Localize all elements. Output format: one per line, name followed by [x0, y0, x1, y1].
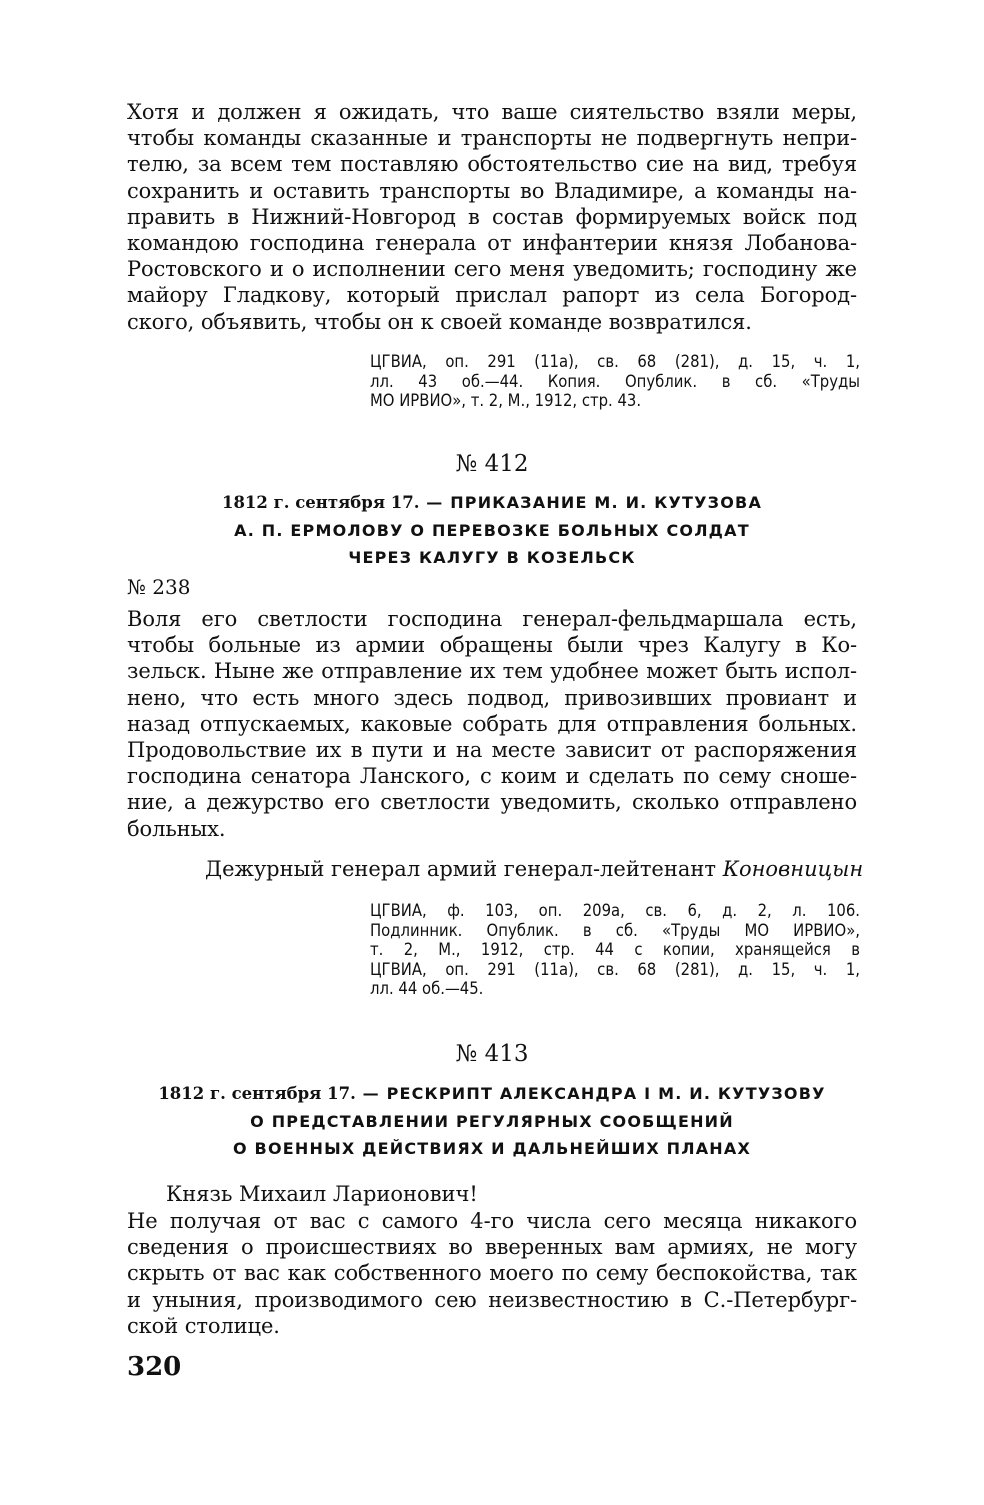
text-line: Воля его светлости господина генерал-фельдмаршала есть,	[127, 607, 857, 631]
title-line: О ПРЕДСТАВЛЕНИИ РЕГУЛЯРНЫХ СООБЩЕНИЙ	[250, 1111, 734, 1131]
text-line: и уныния, производимого сею неизвестностию в С.-Петербург-	[127, 1287, 857, 1312]
doc412-number: № 412	[455, 451, 529, 477]
source-line: ЦГВИА, оп. 291 (11а), св. 68 (281), д. 15, ч. 1,	[370, 959, 860, 979]
signature-name: Коновницын	[722, 857, 864, 881]
doc411-text	[127, 99, 857, 335]
text-line: телю, за всем тем поставляю обстоятельство сие на вид, требуя	[127, 152, 857, 177]
title-text: — ПРИКАЗАНИЕ М. И. КУТУЗОВА	[426, 493, 763, 512]
text-line: править в Нижний-Новгород в состав формируемых войск под	[127, 204, 857, 229]
doc413-date: 1812 г. сентября 17.	[158, 1084, 356, 1103]
doc412-text	[127, 606, 857, 842]
text-line: Продовольствие их в пути и на месте зависит от распоряжения	[127, 738, 857, 763]
text-line: Не получая от вас с самого 4-го числа сего месяца никакого	[127, 1209, 857, 1233]
doc413-number: № 413	[455, 1041, 529, 1067]
source-line: лл. 43 об.—44. Копия. Опублик. в сб. «Труды	[370, 371, 860, 391]
doc411-source-note	[370, 352, 860, 411]
text-line: чтобы больные из армии обращены были чрез Калугу в Ко-	[127, 633, 857, 658]
title-line	[127, 1080, 857, 1108]
doc412-date: 1812 г. сентября 17.	[221, 493, 420, 512]
title-line: А. П. ЕРМОЛОВУ О ПЕРЕВОЗКЕ БОЛЬНЫХ СОЛДАТ	[234, 520, 750, 540]
text-line: нено, что есть много здесь подвод, привозивших провиант и	[127, 685, 857, 710]
source-line: Подлинник. Опублик. в сб. «Труды МО ИРВИО»,	[370, 920, 860, 940]
title-line: О ВОЕННЫХ ДЕЙСТВИЯХ И ДАЛЬНЕЙШИХ ПЛАНАХ	[232, 1139, 752, 1158]
text-line: скрыть от вас как собственного моего по сему беспокойства, так	[127, 1261, 857, 1286]
text-line: чтобы команды сказанные и транспорты не подвергнуть непри-	[127, 126, 857, 151]
doc412-signature	[205, 856, 864, 882]
text-line: сведения о происшествиях во вверенных вам армиях, не могу	[127, 1235, 857, 1260]
title-line	[127, 489, 857, 517]
source-line: т. 2, М., 1912, стр. 44 с копии, хранящейся в	[370, 940, 860, 959]
text-line: больных.	[127, 816, 226, 841]
text-line: ние, а дежурство его светлости уведомить, сколько отправлено	[127, 790, 857, 815]
doc412-ref-number: № 238	[127, 575, 191, 599]
source-line: ЦГВИА, оп. 291 (11а), св. 68 (281), д. 15, ч. 1,	[370, 352, 860, 371]
source-line: лл. 44 об.—45.	[370, 979, 484, 998]
title-text: — РЕСКРИПТ АЛЕКСАНДРА I М. И. КУТУЗОВУ	[362, 1084, 826, 1103]
text-line: сохранить и оставить транспорты во Владимире, а команды на-	[127, 178, 857, 203]
text-line: господина сенатора Ланского, с коим и сделать по сему сноше-	[127, 764, 857, 789]
signature-role: Дежурный генерал армий генерал-лейтенант	[205, 857, 716, 881]
text-line: Хотя и должен я ожидать, что ваше сиятельство взяли меры,	[127, 100, 857, 124]
text-line: Ростовского и о исполнении сего меня уведомить; господину же	[127, 257, 857, 282]
text-line: майору Гладкову, который прислал рапорт из села Богород-	[127, 283, 857, 308]
page-number: 320	[127, 1352, 182, 1382]
doc413-text	[127, 1208, 857, 1339]
doc413-salutation: Князь Михаил Ларионович!	[166, 1182, 478, 1206]
text-line: командою господина генерала от инфантерии князя Лобанова-	[127, 231, 857, 256]
text-line: зельск. Ныне же отправление их тем удобнее может быть испол-	[127, 659, 857, 684]
source-line: ЦГВИА, ф. 103, оп. 209а, св. 6, д. 2, л. 106.	[370, 901, 860, 920]
doc413-title	[127, 1080, 857, 1163]
text-line: назад отпускаемых, каковые собрать для отправления больных.	[127, 711, 857, 736]
doc412-source-note	[370, 901, 860, 999]
text-line: ского, объявить, чтобы он к своей команде возвратился.	[127, 309, 752, 334]
text-line: ской столице.	[127, 1313, 280, 1338]
doc412-title	[127, 489, 857, 572]
source-line: МО ИРВИО», т. 2, М., 1912, стр. 43.	[370, 391, 642, 410]
title-line: ЧЕРЕЗ КАЛУГУ В КОЗЕЛЬСК	[348, 548, 636, 567]
